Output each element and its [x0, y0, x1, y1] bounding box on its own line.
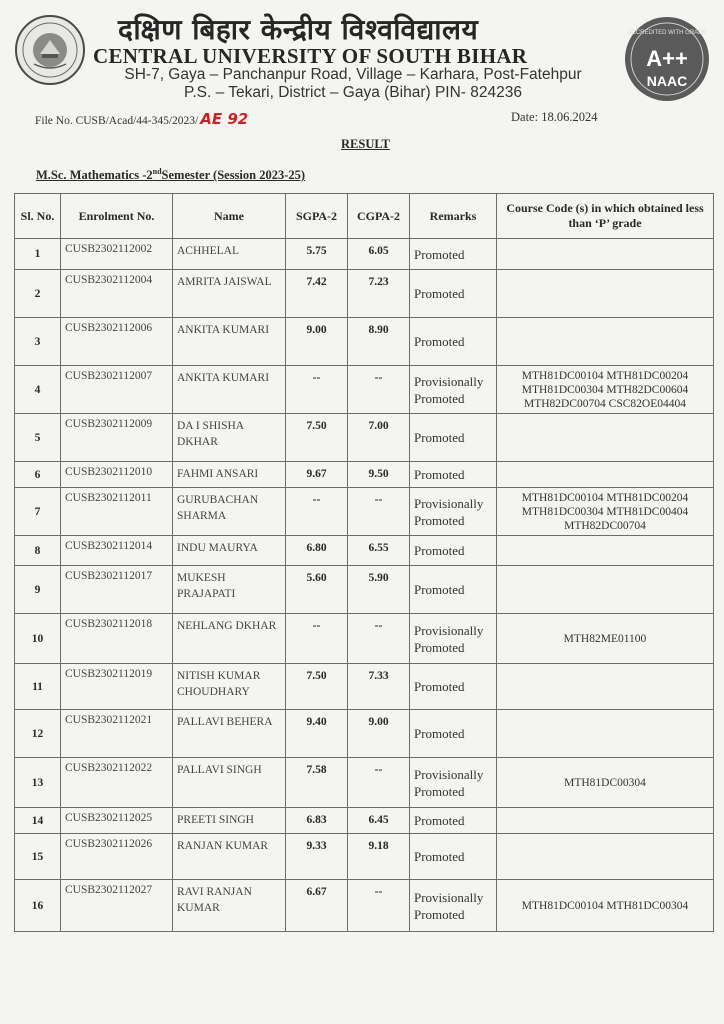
- cell-name: ANKITA KUMARI: [173, 318, 286, 366]
- cell-sl-no: 15: [15, 834, 61, 880]
- table-row: [15, 536, 714, 566]
- table-row: [15, 614, 714, 664]
- cell-remarks: Promoted: [410, 462, 497, 488]
- cell-sgpa: 9.33: [286, 834, 348, 880]
- cell-sgpa: 6.80: [286, 536, 348, 566]
- result-table: [14, 193, 714, 932]
- header-sgpa: SGPA-2: [286, 194, 348, 239]
- cell-sgpa: 5.75: [286, 239, 348, 270]
- cell-remarks: Provisionally Promoted: [410, 614, 497, 664]
- cell-cgpa: --: [348, 758, 410, 808]
- cell-sl-no: 10: [15, 614, 61, 664]
- cell-remarks: Promoted: [410, 566, 497, 614]
- table-row: [15, 664, 714, 710]
- cell-remarks: Promoted: [410, 414, 497, 462]
- cell-name: ACHHELAL: [173, 239, 286, 270]
- naac-ring-text: ACCREDITED WITH GRADE: [627, 30, 707, 36]
- cell-cgpa: 9.50: [348, 462, 410, 488]
- cell-name: PALLAVI BEHERA: [173, 710, 286, 758]
- programme-title: [36, 167, 305, 183]
- cell-remarks: Promoted: [410, 710, 497, 758]
- cell-cgpa: --: [348, 366, 410, 414]
- cell-cgpa: 7.00: [348, 414, 410, 462]
- cell-enrolment-no: CUSB2302112014: [61, 536, 173, 566]
- cell-sgpa: 9.40: [286, 710, 348, 758]
- address-line-2: P.S. – Tekari, District – Gaya (Bihar) PIN- 824236: [184, 84, 522, 101]
- cell-enrolment-no: CUSB2302112007: [61, 366, 173, 414]
- cell-name: GURUBACHAN SHARMA: [173, 488, 286, 536]
- cell-enrolment-no: CUSB2302112025: [61, 808, 173, 834]
- cell-enrolment-no: CUSB2302112004: [61, 270, 173, 318]
- programme-suffix: Semester (Session 2023-25): [161, 168, 306, 183]
- cell-sl-no: 9: [15, 566, 61, 614]
- table-row: [15, 462, 714, 488]
- cell-sl-no: 8: [15, 536, 61, 566]
- cell-name: NEHLANG DKHAR: [173, 614, 286, 664]
- naac-label: NAAC: [646, 73, 688, 89]
- university-hindi-title: दक्षिण बिहार केन्द्रीय विश्वविद्यालय: [118, 13, 479, 46]
- cell-sl-no: 16: [15, 880, 61, 932]
- cell-remarks: Promoted: [410, 664, 497, 710]
- cell-name: INDU MAURYA: [173, 536, 286, 566]
- cell-name: DA I SHISHA DKHAR: [173, 414, 286, 462]
- cell-enrolment-no: CUSB2302112010: [61, 462, 173, 488]
- cell-remarks: Promoted: [410, 239, 497, 270]
- table-row: [15, 270, 714, 318]
- cell-course-codes: MTH81DC00304: [497, 758, 714, 808]
- cell-name: PREETI SINGH: [173, 808, 286, 834]
- cell-course-codes: [497, 318, 714, 366]
- cell-course-codes: [497, 834, 714, 880]
- cell-enrolment-no: CUSB2302112027: [61, 880, 173, 932]
- cell-sgpa: 9.00: [286, 318, 348, 366]
- cell-course-codes: [497, 664, 714, 710]
- cell-sgpa: 7.58: [286, 758, 348, 808]
- table-row: [15, 566, 714, 614]
- university-seal-logo: [14, 14, 86, 86]
- programme-prefix: M.Sc. Mathematics -2: [36, 168, 153, 183]
- cell-course-codes: MTH82ME01100: [497, 614, 714, 664]
- university-address: [108, 66, 598, 102]
- cell-sl-no: 1: [15, 239, 61, 270]
- header-remarks: Remarks: [410, 194, 497, 239]
- cell-sl-no: 4: [15, 366, 61, 414]
- cell-sgpa: 5.60: [286, 566, 348, 614]
- cell-sl-no: 5: [15, 414, 61, 462]
- cell-sl-no: 7: [15, 488, 61, 536]
- cell-remarks: Provisionally Promoted: [410, 880, 497, 932]
- cell-cgpa: --: [348, 614, 410, 664]
- document-date: Date: 18.06.2024: [511, 110, 598, 124]
- table-row: [15, 834, 714, 880]
- result-heading: RESULT: [341, 137, 390, 151]
- cell-enrolment-no: CUSB2302112026: [61, 834, 173, 880]
- cell-remarks: Promoted: [410, 270, 497, 318]
- cell-cgpa: 9.18: [348, 834, 410, 880]
- table-row: [15, 366, 714, 414]
- cell-sgpa: 6.67: [286, 880, 348, 932]
- table-row: [15, 414, 714, 462]
- cell-enrolment-no: CUSB2302112017: [61, 566, 173, 614]
- table-row: [15, 808, 714, 834]
- cell-name: AMRITA JAISWAL: [173, 270, 286, 318]
- cell-course-codes: [497, 270, 714, 318]
- cell-cgpa: 6.55: [348, 536, 410, 566]
- cell-cgpa: 7.33: [348, 664, 410, 710]
- cell-sl-no: 12: [15, 710, 61, 758]
- cell-cgpa: --: [348, 880, 410, 932]
- cell-enrolment-no: CUSB2302112018: [61, 614, 173, 664]
- header-enrolment-no: Enrolment No.: [61, 194, 173, 239]
- table-row: [15, 710, 714, 758]
- cell-cgpa: 8.90: [348, 318, 410, 366]
- cell-cgpa: 9.00: [348, 710, 410, 758]
- cell-enrolment-no: CUSB2302112022: [61, 758, 173, 808]
- cell-remarks: Provisionally Promoted: [410, 488, 497, 536]
- cell-course-codes: MTH81DC00104 MTH81DC00204 MTH81DC00304 MTH81DC00404 MTH82DC00704: [497, 488, 714, 536]
- table-header-row: [15, 194, 714, 239]
- cell-cgpa: 7.23: [348, 270, 410, 318]
- cell-sl-no: 3: [15, 318, 61, 366]
- cell-remarks: Promoted: [410, 536, 497, 566]
- cell-remarks: Promoted: [410, 834, 497, 880]
- cell-course-codes: MTH81DC00104 MTH81DC00304: [497, 880, 714, 932]
- cell-enrolment-no: CUSB2302112006: [61, 318, 173, 366]
- cell-sl-no: 11: [15, 664, 61, 710]
- cell-sgpa: 9.67: [286, 462, 348, 488]
- cell-sl-no: 14: [15, 808, 61, 834]
- cell-sgpa: 7.50: [286, 414, 348, 462]
- naac-grade: A++: [646, 46, 688, 71]
- naac-accreditation-badge: [622, 14, 712, 104]
- cell-cgpa: 5.90: [348, 566, 410, 614]
- header-sl-no: Sl. No.: [15, 194, 61, 239]
- header-cgpa: CGPA-2: [348, 194, 410, 239]
- cell-course-codes: [497, 566, 714, 614]
- table-row: [15, 880, 714, 932]
- cell-enrolment-no: CUSB2302112002: [61, 239, 173, 270]
- cell-course-codes: [497, 710, 714, 758]
- cell-cgpa: --: [348, 488, 410, 536]
- table-row: [15, 488, 714, 536]
- cell-sgpa: 7.42: [286, 270, 348, 318]
- cell-course-codes: [497, 536, 714, 566]
- cell-name: RANJAN KUMAR: [173, 834, 286, 880]
- cell-sl-no: 2: [15, 270, 61, 318]
- cell-course-codes: [497, 808, 714, 834]
- cell-cgpa: 6.05: [348, 239, 410, 270]
- cell-cgpa: 6.45: [348, 808, 410, 834]
- cell-remarks: Provisionally Promoted: [410, 758, 497, 808]
- cell-remarks: Provisionally Promoted: [410, 366, 497, 414]
- cell-course-codes: MTH81DC00104 MTH81DC00204 MTH81DC00304 MTH82DC00604 MTH82DC00704 CSC82OE04404: [497, 366, 714, 414]
- cell-course-codes: [497, 462, 714, 488]
- cell-name: MUKESH PRAJAPATI: [173, 566, 286, 614]
- cell-course-codes: [497, 414, 714, 462]
- cell-course-codes: [497, 239, 714, 270]
- file-number-text: File No. CUSB/Acad/44-345/2023/: [35, 115, 199, 127]
- file-number-handwritten: AE 92: [200, 110, 249, 128]
- cell-sgpa: 6.83: [286, 808, 348, 834]
- cell-name: FAHMI ANSARI: [173, 462, 286, 488]
- header-course-codes: Course Code (s) in which obtained less than ‘P’ grade: [497, 194, 714, 239]
- cell-sgpa: 7.50: [286, 664, 348, 710]
- file-number: [35, 110, 248, 128]
- cell-remarks: Promoted: [410, 808, 497, 834]
- cell-enrolment-no: CUSB2302112009: [61, 414, 173, 462]
- cell-enrolment-no: CUSB2302112021: [61, 710, 173, 758]
- university-english-title: CENTRAL UNIVERSITY OF SOUTH BIHAR: [93, 44, 528, 68]
- header-name: Name: [173, 194, 286, 239]
- cell-name: PALLAVI SINGH: [173, 758, 286, 808]
- cell-sgpa: --: [286, 488, 348, 536]
- cell-name: NITISH KUMAR CHOUDHARY: [173, 664, 286, 710]
- table-row: [15, 758, 714, 808]
- cell-sgpa: --: [286, 366, 348, 414]
- cell-enrolment-no: CUSB2302112019: [61, 664, 173, 710]
- table-row: [15, 239, 714, 270]
- address-line-1: SH-7, Gaya – Panchanpur Road, Village – Karhara, Post-Fatehpur: [124, 66, 582, 83]
- cell-name: ANKITA KUMARI: [173, 366, 286, 414]
- programme-ordinal: nd: [152, 167, 162, 176]
- cell-enrolment-no: CUSB2302112011: [61, 488, 173, 536]
- cell-remarks: Promoted: [410, 318, 497, 366]
- table-row: [15, 318, 714, 366]
- cell-sl-no: 13: [15, 758, 61, 808]
- cell-name: RAVI RANJAN KUMAR: [173, 880, 286, 932]
- cell-sl-no: 6: [15, 462, 61, 488]
- cell-sgpa: --: [286, 614, 348, 664]
